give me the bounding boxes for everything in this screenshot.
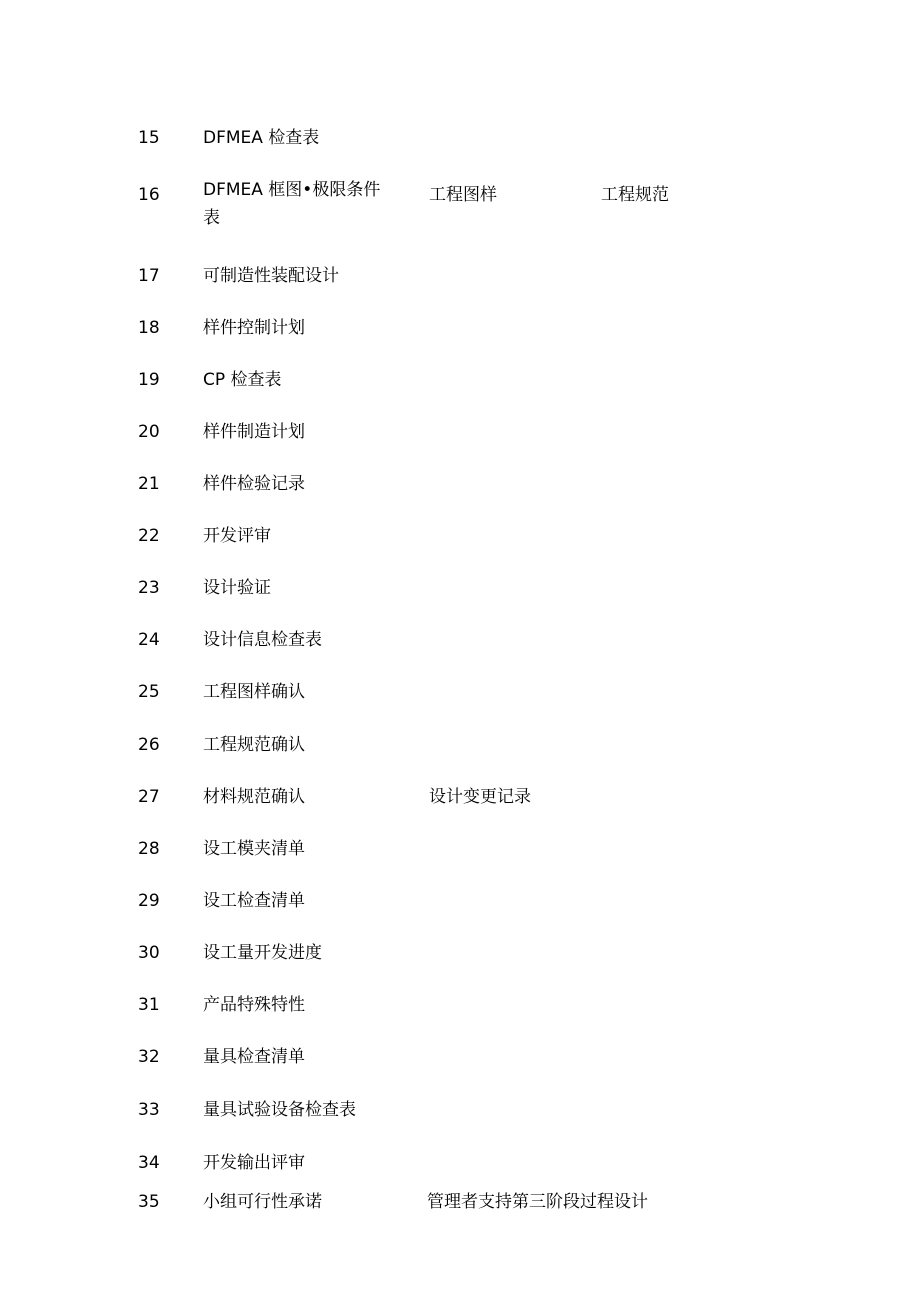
- list-item: [0, 417, 920, 447]
- item-title: DFMEA 框图•极限条件表: [203, 180, 381, 228]
- item-title: DFMEA 检查表: [203, 128, 320, 148]
- item-title: 开发输出评审: [203, 1153, 305, 1173]
- item-number: 18: [138, 318, 160, 338]
- item-title: 开发评审: [203, 526, 271, 546]
- item-number: 27: [138, 787, 160, 807]
- list-item: [0, 938, 920, 968]
- list-item: [0, 365, 920, 395]
- item-title: 量具试验设备检查表: [203, 1100, 356, 1120]
- item-number: 26: [138, 735, 160, 755]
- item-number: 19: [138, 370, 160, 390]
- list-item: [0, 625, 920, 655]
- item-number: 29: [138, 891, 160, 911]
- list-item: [0, 990, 920, 1020]
- item-number: 33: [138, 1100, 160, 1120]
- item-number: 34: [138, 1153, 160, 1173]
- item-title: 可制造性装配设计: [203, 266, 339, 286]
- item-title: 样件控制计划: [203, 318, 305, 338]
- item-title: 设计验证: [203, 578, 271, 598]
- item-title: 工程规范确认: [203, 735, 305, 755]
- item-number: 28: [138, 839, 160, 859]
- item-title: CP 检查表: [203, 370, 282, 390]
- item-number: 24: [138, 630, 160, 650]
- item-title: 小组可行性承诺: [203, 1192, 322, 1212]
- item-title: 设工量开发进度: [203, 943, 322, 963]
- list-item: [0, 677, 920, 707]
- list-item: [0, 1042, 920, 1072]
- item-number: 23: [138, 578, 160, 598]
- item-number: 17: [138, 266, 160, 286]
- list-item: [0, 261, 920, 291]
- item-related-doc: 工程图样: [429, 185, 497, 205]
- item-number: 22: [138, 526, 160, 546]
- list-item: [0, 521, 920, 551]
- list-item: [0, 834, 920, 864]
- item-title: 材料规范确认: [203, 787, 305, 807]
- item-title: 设工检查清单: [203, 891, 305, 911]
- item-number: 21: [138, 474, 160, 494]
- item-related-doc: 工程规范: [601, 185, 669, 205]
- item-title: 样件检验记录: [203, 474, 305, 494]
- item-number: 35: [138, 1192, 160, 1212]
- list-item: [0, 886, 920, 916]
- list-item: [0, 180, 920, 228]
- list-item: [0, 469, 920, 499]
- item-title: 量具检查清单: [203, 1047, 305, 1067]
- item-title: 工程图样确认: [203, 682, 305, 702]
- item-related-doc: 设计变更记录: [429, 787, 531, 807]
- item-number: 30: [138, 943, 160, 963]
- item-related-doc: 管理者支持第三阶段过程设计: [427, 1192, 648, 1212]
- list-item: [0, 1187, 920, 1217]
- item-number: 31: [138, 995, 160, 1015]
- list-item: [0, 573, 920, 603]
- item-number: 20: [138, 422, 160, 442]
- item-number: 16: [138, 185, 160, 205]
- item-title: 产品特殊特性: [203, 995, 305, 1015]
- item-number: 32: [138, 1047, 160, 1067]
- item-number: 15: [138, 128, 160, 148]
- item-title: 设工模夹清单: [203, 839, 305, 859]
- list-item: [0, 1148, 920, 1178]
- list-item: [0, 313, 920, 343]
- item-title: 样件制造计划: [203, 422, 305, 442]
- list-item: [0, 1095, 920, 1125]
- list-item: [0, 123, 920, 153]
- item-title: 设计信息检查表: [203, 630, 322, 650]
- list-item: [0, 730, 920, 760]
- list-item: [0, 782, 920, 812]
- item-number: 25: [138, 682, 160, 702]
